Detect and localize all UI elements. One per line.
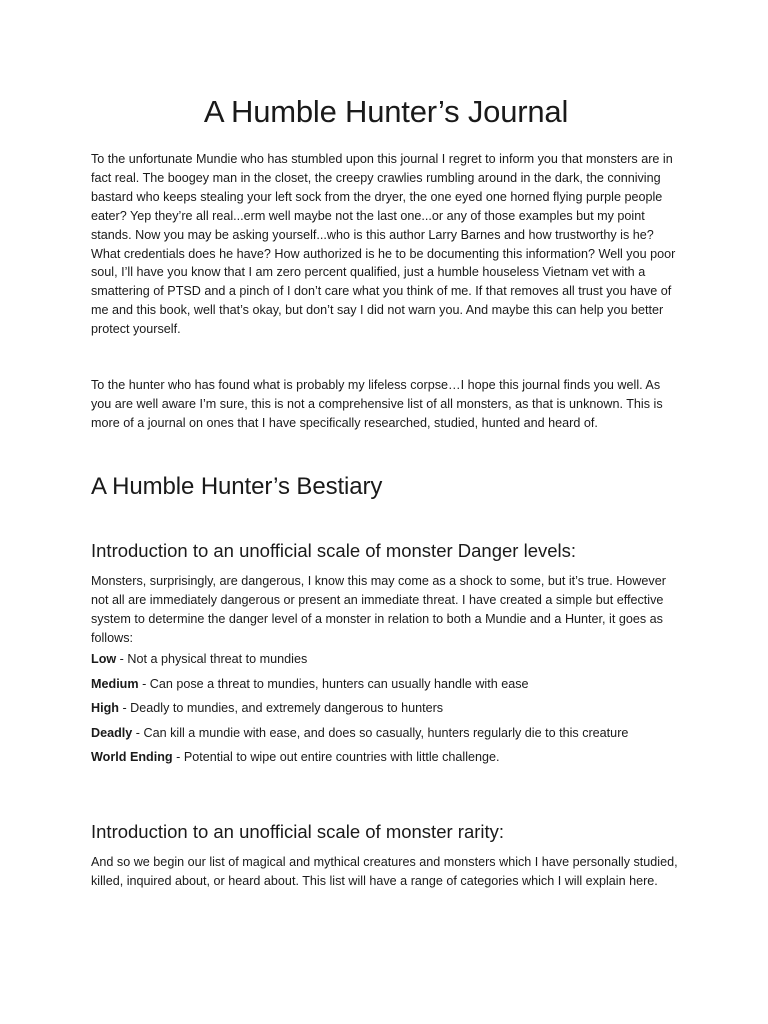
danger-level-list (91, 647, 681, 770)
danger-level-description: - Deadly to mundies, and extremely dangerous to hunters (118, 701, 444, 715)
danger-level-low (91, 647, 681, 672)
danger-level-name: Medium (91, 676, 139, 691)
danger-level-name: Deadly (91, 725, 133, 740)
danger-level-world-ending (91, 745, 681, 770)
danger-scale-heading: Introduction to an unofficial scale of monster Danger levels: (91, 540, 577, 561)
danger-level-description: - Can pose a threat to mundies, hunters can usually handle with ease (138, 676, 529, 691)
danger-level-name: World Ending (91, 750, 173, 764)
intro-paragraph-hunter: To the hunter who has found what is probably my lifeless corpse…I hope this journal finds you well. As you are well aware I’m sure, this is not a comprehensive list of all monsters, as that is unknown. This is more of a journal on ones that I have specifically researched, studied, hunted and heard of. (91, 378, 663, 430)
bestiary-heading: A Humble Hunter’s Bestiary (91, 473, 383, 500)
danger-level-deadly (91, 721, 681, 746)
rarity-scale-paragraph: And so we begin our list of magical and mythical creatures and monsters which I have personally studied, killed, inquired about, or heard about. This list will have a range of categories which I will explain here. (91, 855, 678, 888)
intro-paragraph-mundie: To the unfortunate Mundie who has stumbled upon this journal I regret to inform you that monsters are in fact real. The boogey man in the closet, the creepy crawlies rumbling around in the dark, the conniving bastard who keeps stealing your left sock from the dryer, the one eyed one horned flying purple people eater? Yep they’re all real...erm well maybe not the last one...or any of those examples but my point stands. Now you may be asking yourself...who is this author Larry Barnes and how trustworthy is he? What credentials does he have? How authorized is he to be documenting this information? Well you poor soul, I’ll have you know that I am zero percent qualified, just a humble houseless Vietnam vet with a smattering of PTSD and a pinch of I don’t care what you think of me. If that removes all trust you have of me and this book, well that’s okay, but don’t say I did not warn you. And maybe this can help you better protect yourself. (91, 152, 676, 337)
rarity-scale-heading: Introduction to an unofficial scale of monster rarity: (91, 821, 505, 842)
danger-level-high (91, 696, 681, 721)
document-title: A Humble Hunter’s Journal (203, 94, 569, 129)
danger-scale-paragraph: Monsters, surprisingly, are dangerous, I know this may come as a shock to some, but it’s true. However not all are immediately dangerous or present an immediate threat. I have created a simple but effective system to determine the danger level of a monster in relation to both a Mundie and a Hunter, it goes as follows: (91, 574, 666, 645)
danger-level-medium (91, 672, 681, 697)
danger-level-name: Low (91, 652, 117, 666)
danger-level-description: - Can kill a mundie with ease, and does so casually, hunters regularly die to this creature (132, 725, 629, 740)
danger-level-name: High (91, 701, 119, 715)
danger-level-description: - Potential to wipe out entire countries with little challenge. (172, 750, 500, 764)
danger-level-description: - Not a physical threat to mundies (116, 652, 308, 666)
